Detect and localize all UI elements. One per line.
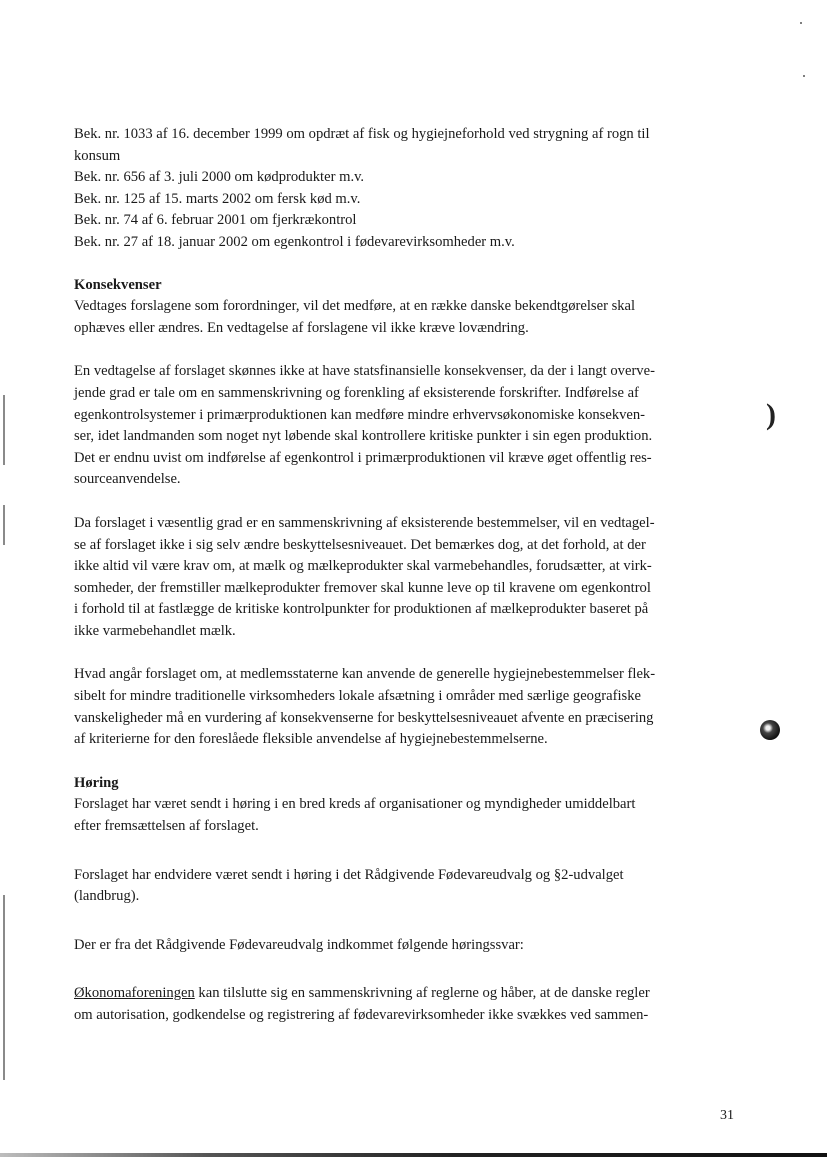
text-line: jende grad er tale om en sammenskrivning og forenkling af eksisterende forskrifter. Indførelse af <box>74 384 639 401</box>
text-line: sibelt for mindre traditionelle virksomheders lokale afsætning i områder med særlige geografiske <box>74 688 641 705</box>
text-line: vanskeligheder må en vurdering af konsekvenserne for beskyttelsesniveauet afvente en præcisering <box>74 709 654 726</box>
text-line <box>74 983 739 1005</box>
text-line: somheder, der fremstiller mælkeprodukter fremover skal kunne leve op til kravene om egenkontrol <box>74 579 651 596</box>
scan-edge-mark <box>3 395 5 465</box>
paragraph <box>74 983 739 1026</box>
section-heading-horing: Høring <box>74 774 119 791</box>
text-line: om autorisation, godkendelse og registrering af fødevarevirksomheder ikke svækkes ved sammen- <box>74 1007 649 1023</box>
text-line: Hvad angår forslaget om, at medlemsstaterne kan anvende de generelle hygiejnebestemmelser flek- <box>74 666 656 683</box>
paragraph <box>74 296 739 339</box>
page-bottom-border <box>0 1153 827 1157</box>
paragraph <box>74 513 739 643</box>
text-line: se af forslaget ikke i sig selv ændre beskyttelsesniveauet. Det bemærkes dog, at det forhold, at der <box>74 536 646 553</box>
document-body <box>74 124 739 1027</box>
reference-line: Bek. nr. 27 af 18. januar 2002 om egenkontrol i fødevarevirksomheder m.v. <box>74 233 515 250</box>
text-line: En vedtagelse af forslaget skønnes ikke at have statsfinansielle konsekvenser, da der i langt overve- <box>74 363 655 380</box>
punch-hole <box>760 720 780 740</box>
reference-line: Bek. nr. 74 af 6. februar 2001 om fjerkrækontrol <box>74 212 357 229</box>
page-number: 31 <box>720 1108 734 1123</box>
binder-mark: ) <box>766 398 776 431</box>
scan-edge-mark <box>3 895 5 1080</box>
reference-line: konsum <box>74 147 121 164</box>
organisation-name: Økonomaforeningen <box>74 985 195 1002</box>
paragraph <box>74 664 739 750</box>
text-line: ophæves eller ændres. En vedtagelse af forslagene vil ikke kræve lovændring. <box>74 319 529 336</box>
text-line: Forslaget har endvidere været sendt i høring i det Rådgivende Fødevareudvalg og §2-udvalget <box>74 866 624 883</box>
text-span: kan tilslutte sig en sammenskrivning af reglerne og håber, at de danske regler <box>194 985 650 1002</box>
text-line: ser, idet landmanden som noget nyt løbende skal kontrollere kritiske punkter i sin egen produktion. <box>74 428 653 445</box>
text-line: i forhold til at fastlægge de kritiske kontrolpunkter for produktionen af mælkeprodukter baseret på <box>74 601 649 618</box>
paragraph: Der er fra det Rådgivende Fødevareudvalg indkommet følgende høringssvar: <box>74 936 524 953</box>
text-line: Det er endnu uvist om indførelse af egenkontrol i primærproduktionen vil kræve øget offentlig res- <box>74 449 652 466</box>
reference-line: Bek. nr. 125 af 15. marts 2002 om fersk kød m.v. <box>74 190 361 207</box>
text-line: Vedtages forslagene som forordninger, vil det medføre, at en række danske bekendtgørelser skal <box>74 298 636 315</box>
scan-speck <box>800 22 802 24</box>
reference-line: Bek. nr. 1033 af 16. december 1999 om opdræt af fisk og hygiejneforhold ved strygning af rogn til <box>74 126 650 142</box>
text-line: af kriterierne for den foreslåede fleksible anvendelse af hygiejnebestemmelserne. <box>74 731 548 748</box>
text-line: ikke altid vil være krav om, at mælk og mælkeprodukter skal varmebehandles, forudsætter, at virk- <box>74 558 652 575</box>
text-line: ikke varmebehandlet mælk. <box>74 622 236 639</box>
text-line: Forslaget har været sendt i høring i en bred kreds af organisationer og myndigheder umiddelbart <box>74 796 636 813</box>
text-line: efter fremsættelsen af forslaget. <box>74 818 259 835</box>
paragraph <box>74 794 739 837</box>
paragraph <box>74 865 739 908</box>
text-line: Da forslaget i væsentlig grad er en sammenskrivning af eksisterende bestemmelser, vil en vedtagel- <box>74 514 655 531</box>
text-line: sourceanvendelse. <box>74 471 181 488</box>
scan-speck <box>803 75 805 77</box>
text-line: (landbrug). <box>74 888 140 905</box>
text-line: egenkontrolsystemer i primærproduktionen kan medføre mindre erhvervsøkonomiske konsekven- <box>74 406 646 423</box>
reference-line: Bek. nr. 656 af 3. juli 2000 om kødprodukter m.v. <box>74 169 365 186</box>
scan-edge-mark <box>3 505 5 545</box>
paragraph <box>74 361 739 491</box>
section-heading-konsekvenser: Konsekvenser <box>74 276 162 293</box>
reference-list <box>74 124 739 254</box>
